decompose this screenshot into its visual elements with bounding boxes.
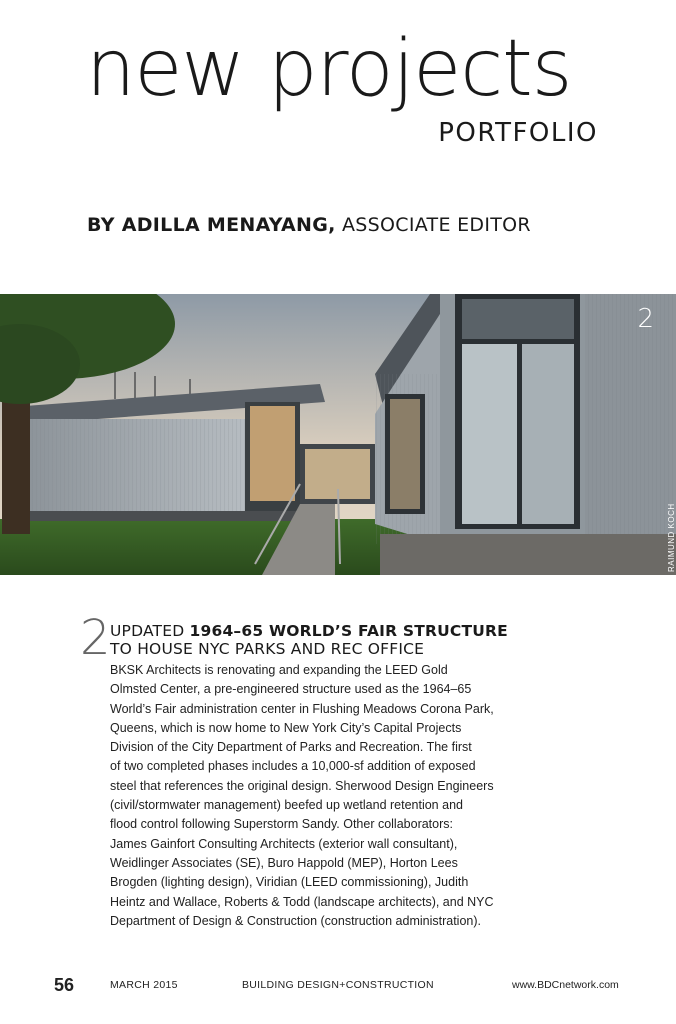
body-line: James Gainfort Consulting Architects (exterior wall consultant), (110, 836, 458, 851)
article-body (110, 661, 530, 931)
body-line: Division of the City Department of Parks and Recreation. The first (110, 740, 472, 755)
body-line: steel that references the original design. Sherwood Design Engineers (110, 778, 494, 793)
section-subtitle: PORTFOLIO (438, 118, 598, 148)
body-line: flood control following Superstorm Sandy. Other collaborators: (110, 817, 453, 832)
photo-number: 2 (637, 304, 654, 334)
body-line: of two completed phases includes a 10,000-sf addition of exposed (110, 759, 476, 774)
body-line: World’s Fair administration center in Flushing Meadows Corona Park, (110, 701, 494, 716)
page-title: new projects (86, 24, 572, 114)
headline-line-1 (110, 622, 508, 640)
article-number: 2 (80, 610, 111, 666)
body-line: Department of Design & Construction (construction administration). (110, 913, 481, 928)
body-line: Queens, which is now home to New York City’s Capital Projects (110, 720, 462, 735)
photo-credit: RAIMUND KOCH (667, 503, 676, 572)
issue-date: MARCH 2015 (110, 979, 178, 991)
body-line: (civil/stormwater management) beefed up wetland retention and (110, 798, 463, 813)
byline (87, 214, 531, 236)
page-number: 56 (54, 975, 75, 995)
headline-line-2: TO HOUSE NYC PARKS AND REC OFFICE (110, 640, 425, 658)
headline-bold: 1964–65 WORLD’S FAIR STRUCTURE (189, 622, 508, 640)
body-line: Weidlinger Associates (SE), Buro Happold (MEP), Horton Lees (110, 855, 458, 870)
article-headline (110, 622, 508, 658)
project-photo (0, 294, 676, 575)
publication-name: BUILDING DESIGN+CONSTRUCTION (242, 979, 434, 991)
byline-role: ASSOCIATE EDITOR (341, 214, 531, 236)
body-line: BKSK Architects is renovating and expanding the LEED Gold (110, 663, 448, 677)
body-line: Brogden (lighting design), Viridian (LEED commissioning), Judith (110, 875, 469, 890)
body-line: Heintz and Wallace, Roberts & Todd (landscape architects), and NYC (110, 894, 494, 909)
body-line: Olmsted Center, a pre-engineered structure used as the 1964–65 (110, 682, 472, 697)
website-link[interactable]: www.BDCnetwork.com (512, 979, 619, 991)
headline-prefix: UPDATED (110, 622, 190, 640)
page-footer (0, 975, 676, 995)
byline-author: BY ADILLA MENAYANG, (87, 214, 336, 236)
building-illustration (0, 294, 676, 575)
